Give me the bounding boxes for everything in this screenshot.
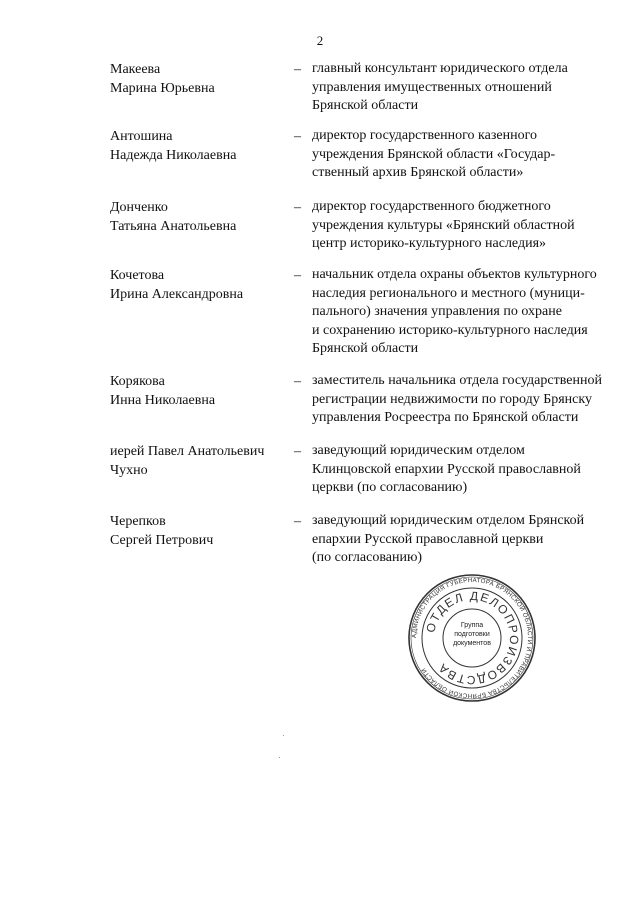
scan-speck xyxy=(279,757,280,758)
position-description: директор государственного казенного учреждения Брянской области «Государ- ственный архив Брянской области» xyxy=(312,128,556,180)
dash: – xyxy=(294,129,301,144)
stamp-outer-text: АДМИНИСТРАЦИЯ ГУБЕРНАТОРА БРЯНСКОЙ ОБЛАСТИ И ПРАВИТЕЛЬСТВА БРЯНСКОЙ ОБЛАСТИ xyxy=(410,576,534,700)
dash: – xyxy=(294,514,301,529)
position-description: начальник отдела охраны объектов культурного наследия регионального и местного (муници- пального) значения управления по охране и сохранению историко-культурного наследия Брянской области xyxy=(312,267,597,356)
page-number: 2 xyxy=(316,33,324,48)
dash: – xyxy=(294,200,301,215)
dash: – xyxy=(294,62,301,77)
scan-speck xyxy=(283,735,284,736)
dash: – xyxy=(294,444,301,459)
dash: – xyxy=(294,374,301,389)
person-name: Донченко Татьяна Анатольевна xyxy=(110,200,237,234)
person-name: иерей Павел Анатольевич Чухно xyxy=(110,444,265,478)
position-description: директор государственного бюджетного учреждения культуры «Брянский областной центр историко-культурного наследия» xyxy=(312,199,575,251)
person-name: Макеева Марина Юрьевна xyxy=(110,62,215,96)
person-name: Корякова Инна Николаевна xyxy=(110,374,216,408)
position-description: заместитель начальника отдела государственной регистрации недвижимости по городу Брянску управления Росреестра по Брянской области xyxy=(312,373,602,425)
official-stamp xyxy=(407,573,537,703)
person-name: Кочетова Ирина Александровна xyxy=(110,268,244,302)
person-name: Антошина Надежда Николаевна xyxy=(110,129,237,163)
stamp-ring-text: ОТДЕЛ ДЕЛОПРОИЗВОДСТВА xyxy=(423,588,522,688)
position-description: заведующий юридическим отделом Брянской епархии Русской православной церкви (по согласованию) xyxy=(312,513,585,565)
position-description: главный консультант юридического отдела управления имущественных отношений Брянской области xyxy=(312,61,568,113)
position-description: заведующий юридическим отделом Клинцовской епархии Русской православной церкви (по согласованию) xyxy=(312,443,581,495)
stamp-center-text: Группа подготовки документов xyxy=(453,622,491,647)
person-name: Черепков Сергей Петрович xyxy=(110,514,214,548)
dash: – xyxy=(294,268,301,283)
